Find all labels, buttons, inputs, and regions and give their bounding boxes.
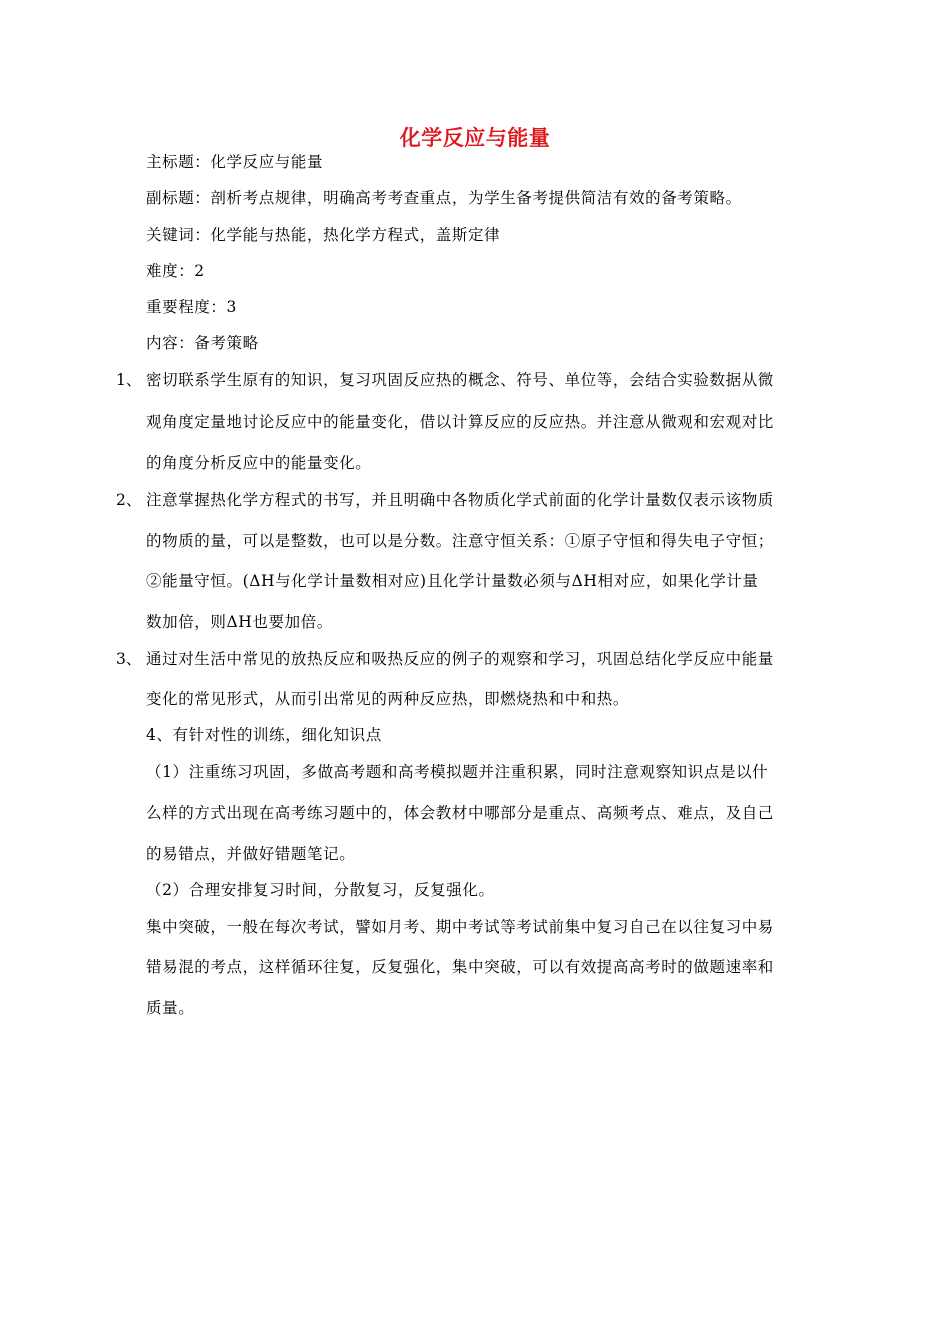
item-number: 2、 [116,491,142,509]
importance-line: 重要程度：3 [146,298,237,316]
difficulty-line: 难度：2 [146,262,205,280]
item-line: ②能量守恒。(ΔH与化学计量数相对应)且化学计量数必须与ΔH相对应，如果化学计量 [146,572,759,590]
item-line: 密切联系学生原有的知识，复习巩固反应热的概念、符号、单位等，会结合实验数据从微 [146,371,774,389]
item4-sub2-line: （2）合理安排复习时间，分散复习，反复强化。 [146,881,495,899]
item-line: 数加倍，则ΔH也要加倍。 [146,613,333,631]
conclusion-line: 错易混的考点，这样循环往复，反复强化，集中突破，可以有效提高高考时的做题速率和 [146,958,774,976]
item-line: 的角度分析反应中的能量变化。 [146,454,372,472]
main-title-line: 主标题：化学反应与能量 [146,153,324,171]
item-line: 观角度定量地讨论反应中的能量变化，借以计算反应的反应热。并注意从微观和宏观对比 [146,413,774,431]
item4-sub1-line: 的易错点，并做好错题笔记。 [146,845,356,863]
keywords-line: 关键词：化学能与热能，热化学方程式，盖斯定律 [146,226,501,244]
item4-sub1-line: （1）注重练习巩固，多做高考题和高考模拟题并注重积累，同时注意观察知识点是以什 [146,763,769,781]
item4-heading: 4、有针对性的训练，细化知识点 [146,726,382,744]
item-line: 注意掌握热化学方程式的书写，并且明确中各物质化学式前面的化学计量数仅表示该物质 [146,491,774,509]
item-number: 3、 [116,650,142,668]
item4-sub1-line: 么样的方式出现在高考练习题中的，体会教材中哪部分是重点、高频考点、难点，及自己 [146,804,774,822]
conclusion-line: 质量。 [146,999,195,1017]
item-line: 变化的常见形式，从而引出常见的两种反应热，即燃烧热和中和热。 [146,690,630,708]
item-number: 1、 [116,371,142,389]
document-title: 化学反应与能量 [399,126,551,150]
subtitle-line: 副标题：剖析考点规律，明确高考考查重点，为学生备考提供简洁有效的备考策略。 [146,189,742,207]
item-line: 的物质的量，可以是整数，也可以是分数。注意守恒关系：①原子守恒和得失电子守恒； [146,532,774,550]
conclusion-line: 集中突破，一般在每次考试，譬如月考、期中考试等考试前集中复习自己在以往复习中易 [146,918,774,936]
content-line: 内容：备考策略 [146,334,259,352]
item-line: 通过对生活中常见的放热反应和吸热反应的例子的观察和学习，巩固总结化学反应中能量 [146,650,774,668]
